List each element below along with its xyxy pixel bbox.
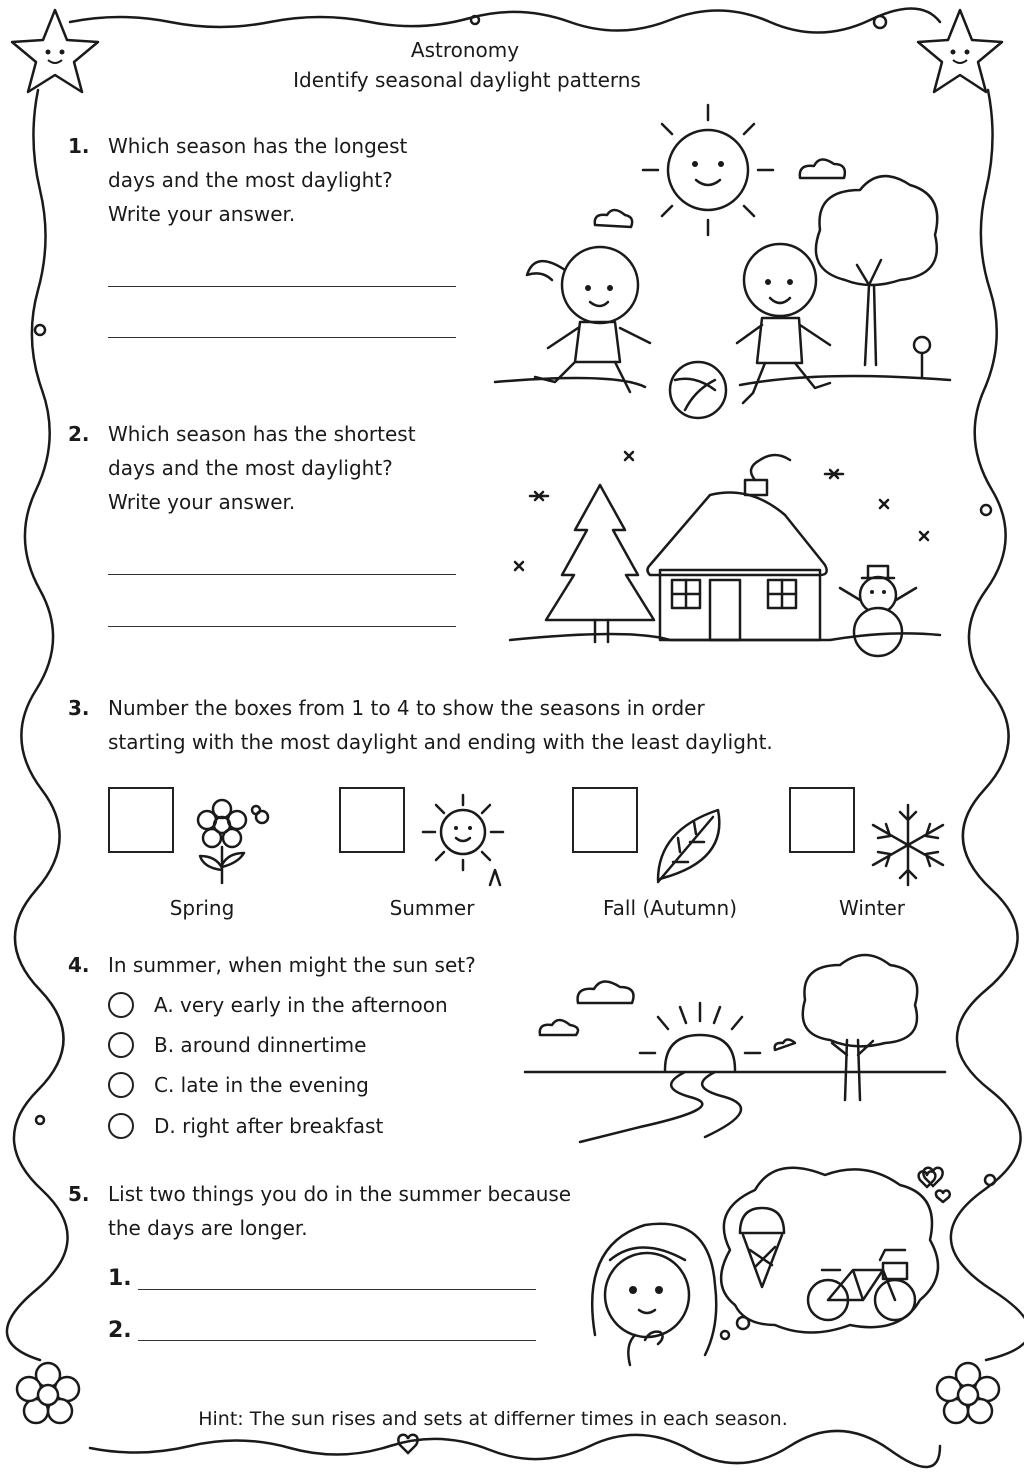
house-icon (648, 455, 827, 640)
summer-number-box[interactable] (339, 787, 405, 853)
sun-icon (643, 105, 773, 235)
q4-option-a[interactable] (108, 992, 448, 1018)
q4-option-d[interactable] (108, 1113, 383, 1139)
q5-answer-line-2[interactable] (138, 1340, 536, 1341)
option-c-label: C. late in the evening (154, 1073, 369, 1097)
sun-icon (418, 790, 513, 890)
option-a-radio[interactable] (108, 992, 134, 1018)
girl-icon (527, 247, 650, 392)
snowman-icon (840, 566, 916, 656)
q5-answer-line-1[interactable] (138, 1289, 536, 1290)
q4-number: 4. (68, 953, 90, 977)
q2-answer-line-2[interactable] (108, 626, 456, 627)
season-label-winter: Winter (839, 896, 905, 920)
q2-answer-line-1[interactable] (108, 574, 456, 575)
worksheet-subject: Astronomy (410, 38, 520, 62)
hint-text: Hint: The sun rises and sets at differner times in each season. (198, 1408, 788, 1430)
leaf-icon (648, 800, 733, 890)
q4-option-b[interactable] (108, 1032, 366, 1058)
girl-face-icon (592, 1224, 716, 1365)
option-d-radio[interactable] (108, 1113, 134, 1139)
q2-number: 2. (68, 422, 90, 446)
q4-text: In summer, when might the sun set? (108, 953, 476, 977)
thinking-girl-illustration (585, 1165, 965, 1385)
option-a-label: A. very early in the afternoon (154, 993, 448, 1017)
small-flower-icon (914, 337, 930, 378)
q1-number: 1. (68, 134, 90, 158)
season-label-spring: Spring (169, 896, 235, 920)
sunset-illustration (520, 955, 960, 1145)
summer-kids-illustration (490, 100, 960, 420)
tree-icon (803, 955, 917, 1100)
ice-cream-icon (740, 1208, 784, 1287)
flower-icon (190, 795, 280, 890)
winter-house-illustration (500, 440, 960, 660)
q3-text: Number the boxes from 1 to 4 to show the seasons in order starting with the most daylight and ending with the least daylight. (108, 696, 773, 754)
q1-answer-line-2[interactable] (108, 337, 456, 338)
q4-option-c[interactable] (108, 1072, 369, 1098)
spring-number-box[interactable] (108, 787, 174, 853)
option-b-label: B. around dinnertime (154, 1033, 367, 1057)
option-d-label: D. right after breakfast (154, 1114, 384, 1138)
snowflake-icon (868, 800, 948, 890)
option-c-radio[interactable] (108, 1072, 134, 1098)
worksheet-subtitle: Identify seasonal daylight patterns (293, 68, 641, 92)
q1-answer-line-1[interactable] (108, 286, 456, 287)
fall-number-box[interactable] (572, 787, 638, 853)
q3-number: 3. (68, 696, 90, 720)
option-b-radio[interactable] (108, 1032, 134, 1058)
season-label-summer: Summer (389, 896, 475, 920)
q5-answer-2-number: 2. (108, 1318, 132, 1343)
q1-text: Which season has the longest days and the most daylight? Write your answer. (108, 134, 408, 226)
q5-answer-1-number: 1. (108, 1266, 132, 1291)
snowflake-dots (515, 452, 928, 570)
q2-text: Which season has the shortest days and the most daylight? Write your answer. (108, 422, 416, 514)
winter-number-box[interactable] (789, 787, 855, 853)
season-label-fall: Fall (Autumn) (602, 896, 738, 920)
pine-tree-icon (546, 485, 654, 642)
bicycle-icon (808, 1250, 915, 1320)
q5-text: List two things you do in the summer because the days are longer. (108, 1182, 572, 1240)
q5-number: 5. (68, 1182, 90, 1206)
